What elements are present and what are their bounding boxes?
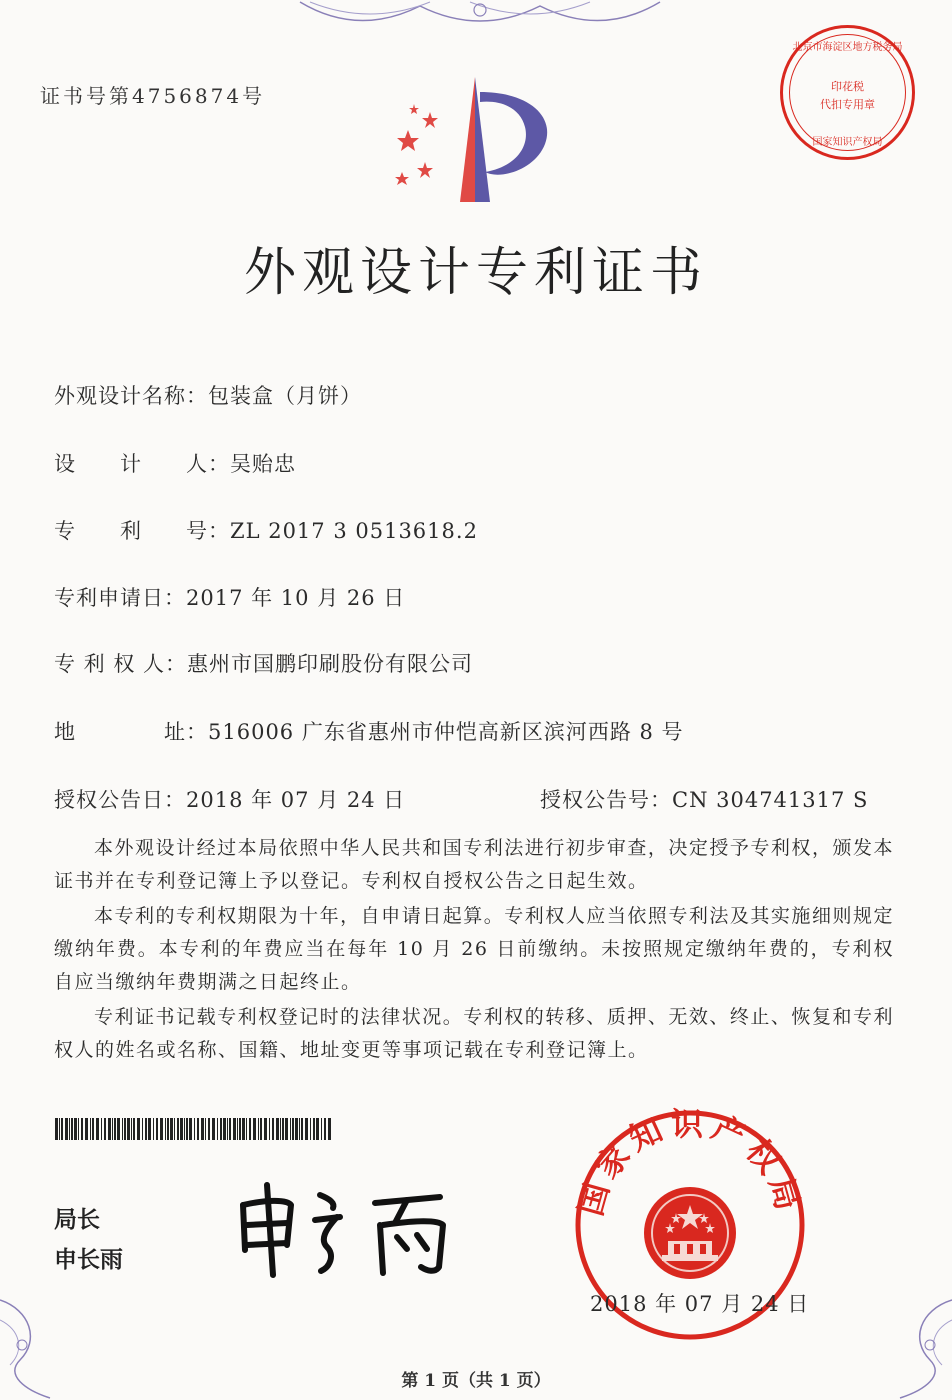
field-label: 专 利 权 人： [54, 652, 188, 676]
svg-text:北京市海淀区地方税务局: 北京市海淀区地方税务局 [792, 42, 903, 53]
svg-text:国家知识产权局: 国家知识产权局 [812, 137, 883, 148]
field-value: ZL 2017 3 0513618.2 [230, 519, 478, 543]
field-label: 专 利 号： [54, 519, 230, 543]
director-signature [225, 1175, 475, 1280]
field-value: 惠州市国鹏印刷股份有限公司 [187, 652, 474, 676]
field-label: 设 计 人： [54, 452, 230, 476]
director-title: 局长 [54, 1207, 100, 1233]
svg-text:代扣专用章: 代扣专用章 [820, 98, 875, 111]
barcode [55, 1118, 333, 1140]
field-value: 2017 年 10 月 26 日 [186, 586, 406, 610]
statement-paragraph: 本专利的专利权期限为十年，自申请日起算。专利权人应当依照专利法及其实施细则规定缴纳年费。本专利的年费应当在每年 10 月 26 日前缴纳。未按照规定缴纳年费的，专利权自应当缴纳年费期满之日起终止。 [54, 905, 894, 993]
field-value: 吴贻忠 [230, 452, 296, 476]
field-label: 专利申请日： [54, 586, 186, 610]
field-grant-number [540, 784, 868, 814]
field-grant-date [54, 784, 405, 814]
statement-paragraph: 专利证书记载专利权登记时的法律状况。专利权的转移、质押、无效、终止、恢复和专利权人的姓名或名称、国籍、地址变更等事项记载在专利登记簿上。 [54, 1006, 894, 1061]
field-value: 516006 广东省惠州市仲恺高新区滨河西路 8 号 [208, 720, 684, 744]
field-value: 2018 年 07 月 24 日 [186, 788, 406, 812]
field-address [54, 716, 684, 746]
field-value: 包装盒（月饼） [208, 384, 362, 408]
director-block [54, 1200, 123, 1280]
patent-office-emblem [380, 72, 570, 207]
field-label: 地 址： [54, 720, 208, 744]
field-label: 授权公告日： [54, 788, 186, 812]
field-label: 授权公告号： [540, 788, 672, 812]
svg-text:印花税: 印花税 [831, 80, 864, 93]
field-designer [54, 448, 296, 478]
field-design-name [54, 380, 362, 410]
field-application-date [54, 582, 405, 612]
statement-paragraph: 本外观设计经过本局依照中华人民共和国专利法进行初步审查，决定授予专利权，颁发本证书并在专利登记簿上予以登记。专利权自授权公告之日起生效。 [54, 837, 894, 892]
svg-text:国家知识产权局: 国家知识产权局 [571, 1105, 809, 1220]
field-value: CN 304741317 S [672, 788, 869, 812]
field-patent-number [54, 515, 478, 545]
tax-seal [775, 20, 920, 165]
director-name: 申长雨 [54, 1247, 123, 1273]
page-footer: 第 1 页（共 1 页） [401, 1371, 551, 1391]
field-patentee [54, 648, 473, 678]
seal-date: 2018 年 07 月 24 日 [590, 1292, 810, 1316]
certificate-number: 证书号第4756874号 [40, 84, 266, 108]
field-label: 外观设计名称： [54, 384, 208, 408]
certificate-title: 外观设计专利证书 [243, 243, 708, 303]
